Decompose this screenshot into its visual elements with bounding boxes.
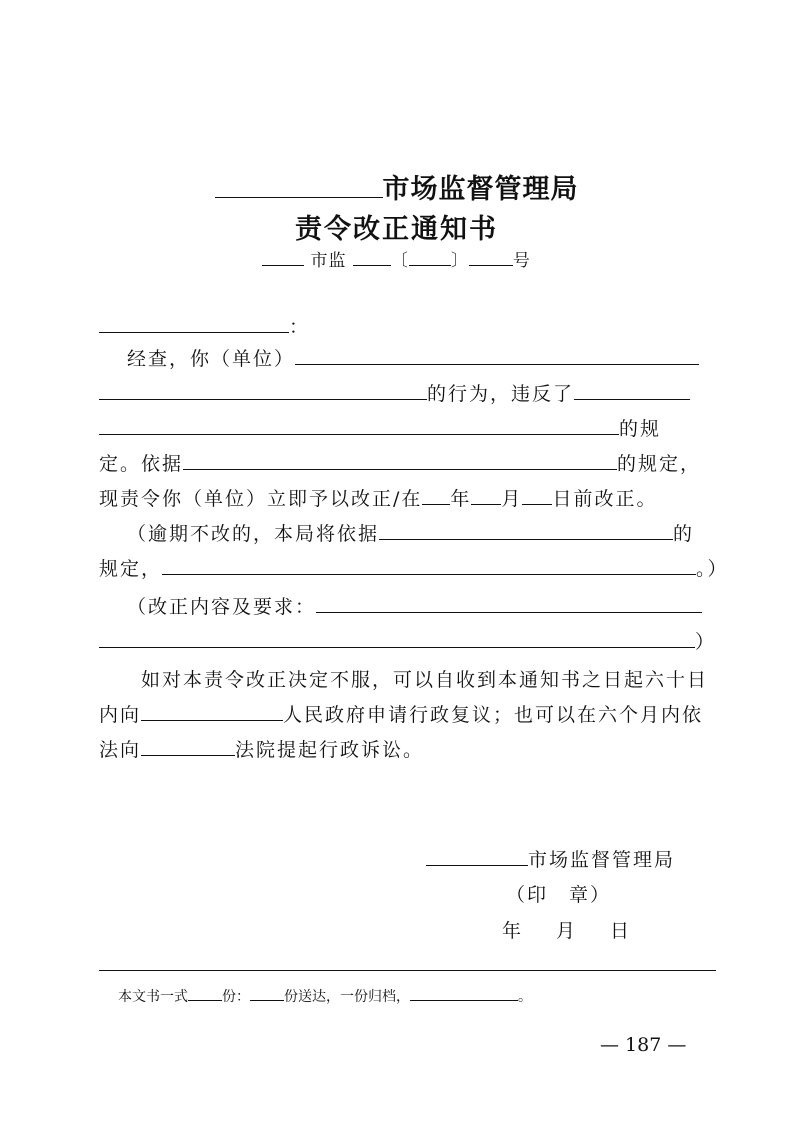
l1-text: 经查，你（单位） [127,348,296,370]
docno-category-blank[interactable] [353,264,391,266]
l3-text: 的规 [619,418,662,440]
l8-a: （改正内容及要求： [127,596,317,618]
region-blank[interactable] [262,264,304,266]
seal-label: （印 章） [506,884,612,906]
document-number [0,246,793,271]
l7-a: 规定， [99,558,163,580]
behavior-blank[interactable] [99,398,427,400]
copies-c: 份送达，一份归档， [284,989,410,1005]
docno-serial-blank[interactable] [469,264,513,266]
addressee-line [99,312,719,342]
body-line-6 [99,519,719,549]
copies-d: 。 [518,989,532,1005]
l6-b: 的 [673,523,695,545]
body-line-2 [99,379,719,409]
copies-b: 份： [222,989,250,1005]
l2-text: 的行为，违反了 [427,383,575,405]
body-line-5 [99,484,719,514]
requirements-blank[interactable] [316,611,702,613]
l12-a: 法向 [99,739,142,761]
l5-day: 日前改正。 [552,488,658,510]
copies-total-blank[interactable] [188,999,222,1001]
l7-b: 。） [696,558,729,580]
copies-note [118,986,532,1006]
docno-suffix: 号 [512,251,531,271]
l11-b: 人民政府申请行政复议；也可以在六个月内依 [283,704,704,726]
body-line-4 [99,449,719,479]
signature-agency-blank[interactable] [426,864,528,866]
penalty-detail-blank[interactable] [162,573,696,575]
docno-open-bracket: 〔 [390,251,409,271]
document-title: 责令改正通知书 [295,214,498,245]
body-line-1 [99,344,719,374]
party-blank[interactable] [295,363,699,365]
l5-a: 现责令你（单位）立即予以改正/在 [99,488,423,510]
agency-suffix: 市场监督管理局 [382,174,579,205]
agency-title [0,167,793,206]
body-line-3 [99,414,719,444]
docno-mid: 市监 [310,251,347,271]
agency-name-blank[interactable] [215,196,383,198]
body-line-12 [99,735,719,765]
addressee-colon: ： [289,316,311,338]
page-number: — 187 — [600,1034,687,1056]
deadline-month-blank[interactable] [471,503,501,505]
penalty-basis-blank[interactable] [379,538,673,540]
body-line-11 [99,700,719,730]
requirements-cont-blank[interactable] [99,646,695,648]
violated-law-cont-blank[interactable] [99,433,619,435]
copies-other-blank[interactable] [410,999,518,1001]
court-blank[interactable] [141,754,235,756]
l6-a: （逾期不改的，本局将依据 [127,523,380,545]
copies-delivered-blank[interactable] [250,999,284,1001]
government-blank[interactable] [141,719,283,721]
addressee-blank[interactable] [99,331,289,333]
body-line-7 [99,554,729,584]
body-line-8 [99,592,719,622]
l11-a: 内向 [99,704,142,726]
deadline-year-blank[interactable] [422,503,450,505]
signature-date: 年 月 日 [502,920,638,942]
footer-divider [99,970,716,971]
l4-b: 的规定， [617,453,702,475]
l4-a: 定。依据 [99,453,184,475]
docno-close-bracket: 〕 [450,251,469,271]
l12-b: 法院提起行政诉讼。 [235,739,425,761]
l9-b: ） [695,631,717,653]
l5-month: 月 [501,488,523,510]
deadline-day-blank[interactable] [522,503,552,505]
body-line-10 [99,665,719,695]
basis-blank[interactable] [183,468,617,470]
signature-agency [426,845,675,872]
l5-year: 年 [450,488,472,510]
docno-year-blank[interactable] [409,264,451,266]
violated-law-blank[interactable] [574,398,690,400]
body-line-9 [99,627,719,657]
signature-agency-text: 市场监督管理局 [528,849,676,871]
copies-a: 本文书一式 [118,989,188,1005]
l10-text: 如对本责令改正决定不服，可以自收到本通知书之日起六十日 [141,669,709,691]
